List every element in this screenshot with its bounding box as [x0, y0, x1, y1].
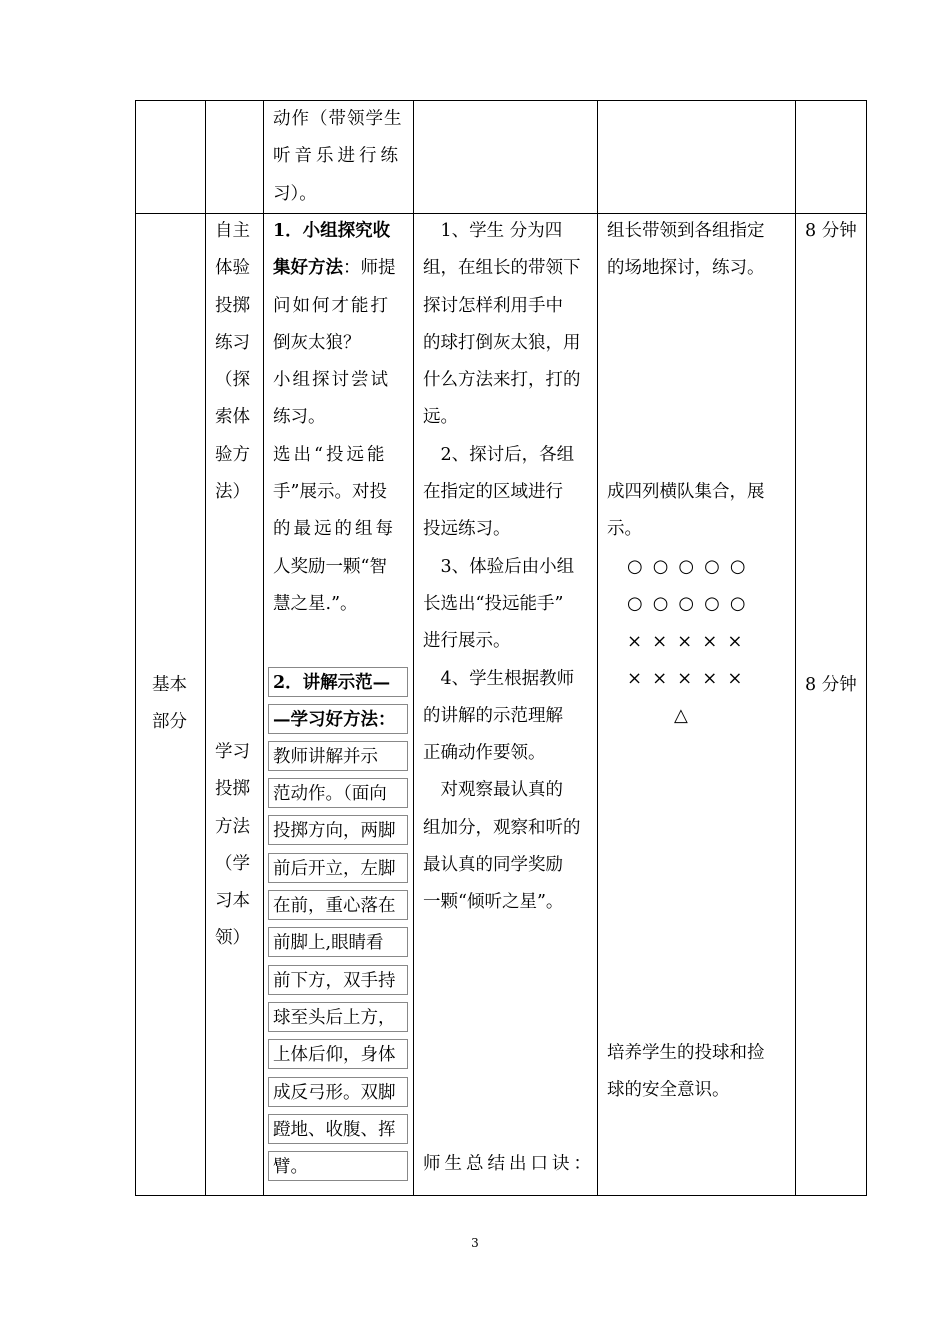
formation-diagram — [627, 548, 756, 734]
column-divider-1 — [205, 100, 206, 1196]
column-divider-4 — [597, 100, 598, 1196]
subsection-learn-method: 学习 投掷 方法 （学 习本 领） — [215, 742, 250, 949]
demo-heading-line-2: —学习好方法： — [268, 704, 408, 734]
student-activity: 1、学生 分为四 组，在组长的带领下 探讨怎样利用手中 的球打倒灰太狼，用 什么方法来打，打的 远。 2、探讨后，各组 在指定的区域进行 投远练习。 3、体验后由小组 长选出“投远能手” 进行展示。 4、学生根据教师 的讲解的示范理解 正确动作要领。 对观察最认真的 组加分，观察和听的 最认真的同学奖励 一颗“倾听之星”。 — [423, 221, 581, 913]
demo-line: 范动作。（面向 — [268, 778, 408, 808]
subsection-self-experience: 自主 体验 投掷 练习 （探 索体 验方 法） — [215, 221, 250, 503]
demo-line: 教师讲解并示 — [268, 741, 408, 771]
column-divider-3 — [413, 100, 414, 1196]
demo-line: 蹬地、收腹、挥 — [268, 1114, 408, 1144]
demo-line: 成反弓形。双脚 — [268, 1077, 408, 1107]
table-border-left — [135, 100, 136, 1196]
demo-heading-line-1: 2．讲解示范— — [268, 667, 408, 697]
demo-line: 上体后仰，身体 — [268, 1039, 408, 1069]
organization-b: 成四列横队集合，展 示。 — [607, 482, 765, 540]
student-summary: 师生总结出口诀： — [423, 1154, 595, 1174]
demo-line: 前脚上,眼睛看 — [268, 927, 408, 957]
page-number: 3 — [471, 1236, 479, 1250]
column-divider-5 — [795, 100, 796, 1196]
demo-line: 投掷方向，两脚 — [268, 815, 408, 845]
formation-teacher: △ — [674, 705, 698, 727]
formation-row: ××××× — [627, 630, 753, 652]
organization-c: 培养学生的投球和捡 球的安全意识。 — [607, 1043, 765, 1101]
demo-line: 在前，重心落在 — [268, 890, 408, 920]
table-border-bottom — [135, 1195, 867, 1196]
time-b: 8 分钟 — [805, 675, 857, 695]
time-a: 8 分钟 — [805, 221, 857, 241]
demo-line: 球至头后上方， — [268, 1002, 408, 1032]
demo-line: 臂。 — [268, 1151, 408, 1181]
demo-line: 前下方，双手持 — [268, 965, 408, 995]
row1-content: 动作（带领学生 听音乐进行练 习）。 — [273, 109, 403, 204]
formation-row: ××××× — [627, 667, 753, 689]
content-group-exploration: 1．小组探究收 集好方法：师提 问如何才能打 倒灰太狼？ 小组探讨尝试 练习。 选出“投远能 手”展示。对投 的最远的组每 人奖励一颗“智 慧之星.”。 — [273, 221, 396, 614]
demo-line: 前后开立，左脚 — [268, 853, 408, 883]
column-divider-2 — [263, 100, 264, 1196]
table-border-top — [135, 100, 867, 101]
organization-a: 组长带领到各组指定 的场地探讨，练习。 — [607, 221, 765, 279]
table-border-right — [866, 100, 867, 1196]
formation-row: ○○○○○ — [627, 593, 756, 615]
lesson-plan-table — [135, 100, 867, 1196]
formation-row: ○○○○○ — [627, 556, 756, 577]
section-label: 基本 部分 — [152, 675, 187, 733]
